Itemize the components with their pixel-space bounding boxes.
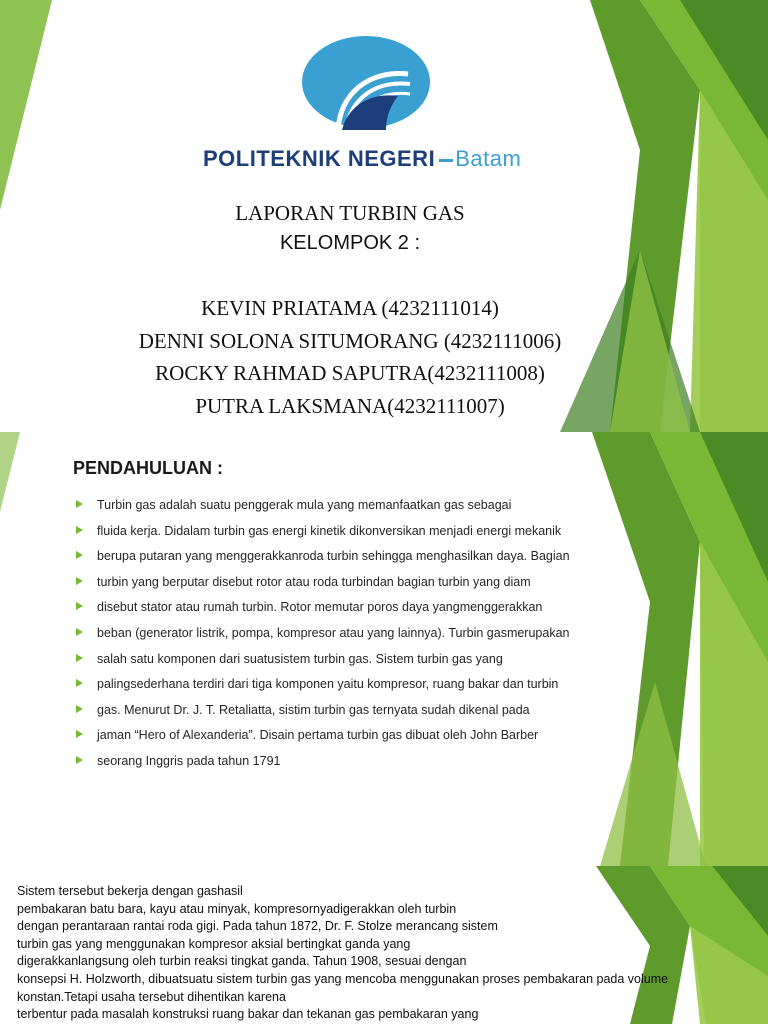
history-slide	[0, 866, 768, 1024]
bullet-item	[76, 496, 616, 522]
bullet-item	[76, 675, 616, 701]
bullet-arrow-icon	[76, 730, 83, 738]
politeknik-logo	[170, 22, 550, 182]
bullet-text: berupa putaran yang menggerakkanroda turbin sehingga menghasilkan daya. Bagian	[97, 549, 570, 564]
text-line: terbentur pada masalah konstruksi ruang bakar dan tekanan gas pembakaran yang	[17, 1007, 479, 1022]
text-line: digerakkanlangsung oleh turbin reaksi tingkat ganda. Tahun 1908, sesuai dengan	[17, 954, 467, 969]
logo-dash	[439, 159, 453, 162]
bullet-text: disebut stator atau rumah turbin. Rotor memutar poros daya yangmenggerakkan	[97, 600, 543, 615]
logo-wordmark	[203, 146, 521, 172]
history-paragraph	[17, 883, 717, 1024]
bullet-arrow-icon	[76, 526, 83, 534]
bullet-item	[76, 598, 616, 624]
introduction-slide	[0, 432, 768, 866]
bullet-text: seorang Inggris pada tahun 1791	[97, 753, 281, 768]
bullet-item	[76, 547, 616, 573]
title-block	[0, 200, 700, 422]
group-label: KELOMPOK 2 :	[279, 232, 421, 254]
bullet-text: jaman “Hero of Alexanderia”. Disain pertama turbin gas dibuat oleh John Barber	[97, 728, 539, 743]
bullet-text: fluida kerja. Didalam turbin gas energi kinetik dikonversikan menjadi energi mekanik	[97, 523, 562, 538]
bullet-text: salah satu komponen dari suatusistem turbin gas. Sistem turbin gas yang	[97, 651, 503, 666]
member-list	[0, 292, 700, 422]
member-name: PUTRA LAKSMANA(4232111007)	[195, 393, 505, 418]
bullet-text: beban (generator listrik, pompa, kompresor atau yang lainnya). Turbin gasmerupakan	[97, 625, 570, 640]
bullet-item	[76, 752, 616, 778]
member-name: KEVIN PRIATAMA (4232111014)	[201, 296, 499, 320]
bullet-arrow-icon	[76, 602, 83, 610]
member-name: DENNI SOLONA SITUMORANG (4232111006)	[138, 328, 562, 353]
text-line: pembakaran batu bara, kayu atau minyak, kompresornyadigerakkan oleh turbin	[17, 901, 457, 916]
bullet-arrow-icon	[76, 551, 83, 559]
bullet-arrow-icon	[76, 500, 83, 508]
bullet-item	[76, 522, 616, 548]
bullet-arrow-icon	[76, 577, 83, 585]
title-slide	[0, 0, 768, 432]
bullet-item	[76, 701, 616, 727]
bullet-text: Turbin gas adalah suatu penggerak mula yang memanfaatkan gas sebagai	[97, 498, 512, 512]
report-title: LAPORAN TURBIN GAS	[235, 201, 465, 225]
text-line: konstan.Tetapi usaha tersebut dihentikan karena	[17, 989, 286, 1004]
bullet-arrow-icon	[76, 756, 83, 764]
bullet-item	[76, 573, 616, 599]
member-name: ROCKY RAHMAD SAPUTRA(4232111008)	[155, 361, 545, 385]
bullet-item	[76, 650, 616, 676]
bullet-item	[76, 624, 616, 650]
text-line: dengan perantaraan rantai roda gigi. Pada tahun 1872, Dr. F. Stolze merancang sistem	[17, 919, 498, 934]
bullet-arrow-icon	[76, 654, 83, 662]
bullet-text: palingsederhana terdiri dari tiga komponen yaitu kompresor, ruang bakar dan turbin	[97, 677, 559, 692]
logo-brand: POLITEKNIK NEGERI	[203, 146, 436, 171]
bullet-arrow-icon	[76, 628, 83, 636]
bullet-text: turbin yang berputar disebut rotor atau roda turbindan bagian turbin yang diam	[97, 574, 531, 589]
logo-city: Batam	[455, 146, 522, 171]
section-heading: PENDAHULUAN :	[73, 458, 223, 478]
bullet-text: gas. Menurut Dr. J. T. Retaliatta, sistim turbin gas ternyata sudah dikenal pada	[97, 702, 530, 717]
logo-emblem-icon	[298, 34, 434, 142]
bullet-list	[76, 496, 616, 778]
text-line: Sistem tersebut bekerja dengan gashasil	[17, 884, 243, 898]
bullet-arrow-icon	[76, 679, 83, 687]
bullet-arrow-icon	[76, 705, 83, 713]
text-line: konsepsi H. Holzworth, dibuatsuatu sistem turbin gas yang mencoba menggunakan proses pembakaran pada volume	[17, 971, 669, 986]
bullet-item	[76, 726, 616, 752]
text-line: turbin gas yang menggunakan kompresor aksial bertingkat ganda yang	[17, 936, 411, 951]
